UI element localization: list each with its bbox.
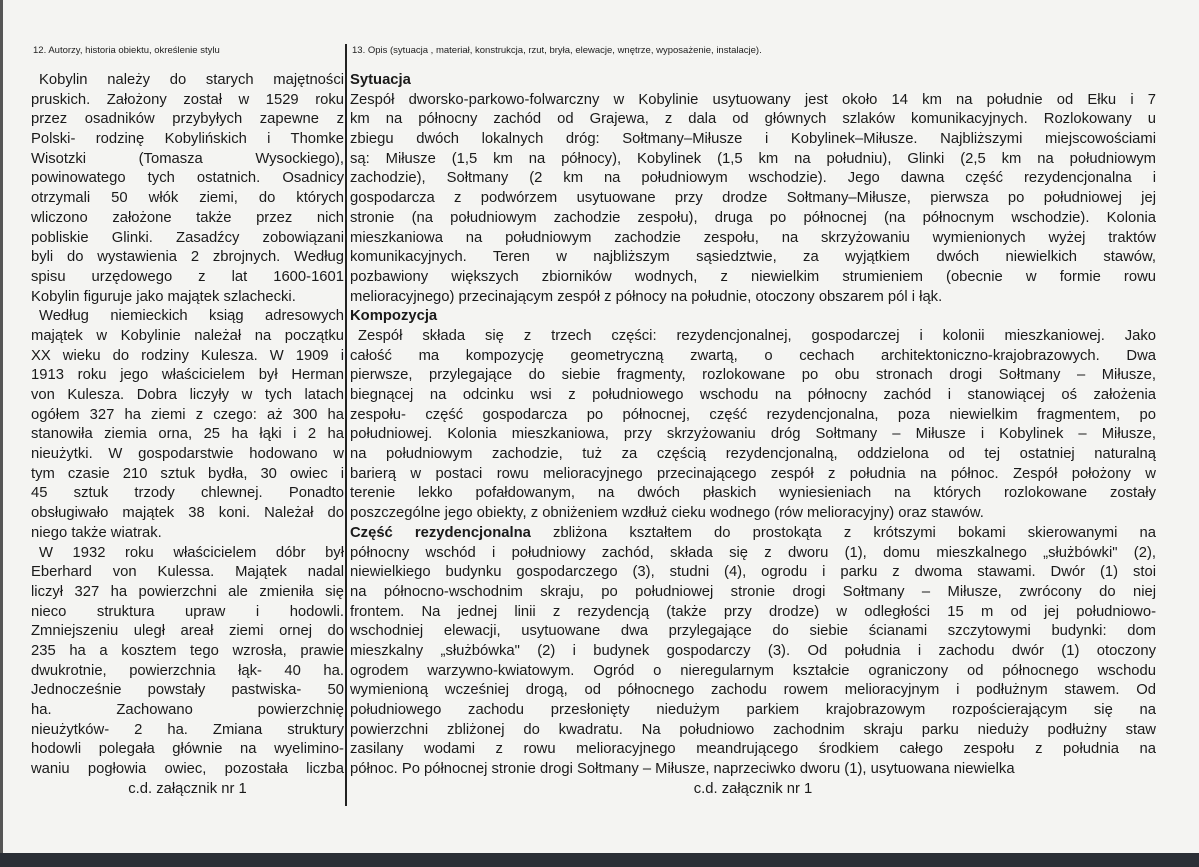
text-line: von Kulesza. Dobra liczyły w tych latach (31, 387, 344, 403)
text-line: mieszkaniowa na południowym zachodzie zespołu, na skrzyżowaniu wymienionych wyżej traktów (350, 229, 1156, 246)
text-line: zbiegu dwóch lokalnych dróg: Sołtmany–Miłusze i Kobylinek–Miłusze. Najbliższymi miejscowościami (350, 131, 1156, 148)
text-line: pruskich. Założony został w 1529 roku (31, 91, 344, 108)
column-divider (345, 44, 347, 806)
text-line: zachodzie), Sołtmany (2 km na południowym wschodzie). Jego dawna część rezydencjonalna i (350, 170, 1156, 187)
text-line: Zespół dworsko-parkowo-folwarczny w Kobylinie usytuowany jest około 14 km na południe od Ełku i 7 (350, 91, 1156, 108)
text-line: północ. Po północnej stronie drogi Sołtmany – Miłusze, naprzeciwko dworu (1), usytuowana niewielka (350, 761, 1015, 778)
text-line: wymienioną wcześniej drogą, od północnego zachodu rowem melioracyjnym i podłużnym stawem. Od (350, 682, 1156, 699)
text-line: Zmniejszeniu uległ areał ziemi ornej do (31, 623, 344, 640)
text-line: ha. Zachowano powierzchnię (31, 702, 344, 718)
text-line: melioracyjnego) przecinającym zespół z północy na południe, otoczony obszarem pól i łąk. (350, 288, 943, 305)
text-line: 1913 roku jego właścicielem był Herman (31, 367, 344, 384)
text-line: na południowym zachodzie, tuż za częścią rezydencjonalną, oddzielona od tej ostatniej naturalną (350, 446, 1156, 463)
text-line: powierzchni zbliżonej do kwadratu. Na południowo zachodnim skraju parku nieduży podłużny staw (350, 721, 1156, 738)
text-line: Eberhard von Kulessa. Majątek nadal (31, 564, 344, 581)
text-line: km na północny zachód od Grajewa, z dala od głównych szlaków komunikacyjnych. Rozlokowany u (350, 111, 1156, 128)
continuation-note: c.d. załącznik nr 1 (693, 780, 813, 797)
description-column (350, 71, 1156, 799)
text-line: XX wieku do rodziny Kulesza. W 1909 i (31, 347, 344, 364)
text-line: pierwsze, przylegające do siebie fragmenty, rozlokowane po obu stronach drogi Sołtmany – Miłusze, (350, 367, 1156, 384)
text-line: na północno-wschodnim skraju, po południowej stronie drogi Sołtmany – Miłusze, zwrócony do niej (350, 583, 1156, 600)
text-line: zasilany wodami z rowu melioracyjnego meandrującego środkiem całego zespołu z południa na (350, 741, 1156, 758)
text-line: biegnącej na odcinku wsi z południowego wschodu na północny zachód i stanowiącej oś założenia (350, 387, 1156, 403)
text-line: Zespół składa się z trzech części: rezydencjonalnej, gospodarczej i kolonii mieszkaniowej. Jako (358, 327, 1156, 344)
text-line: Kobylin figuruje jako majątek szlachecki. (31, 288, 296, 305)
text-line: powinowatego tych ostatnich. Osadnicy (31, 170, 344, 187)
text-line: otrzymali 50 włók ziemi, do których (31, 190, 344, 207)
text-line: Kobylin należy do starych majętności (39, 72, 344, 88)
text-line: wschodniej elewacji, usytuowane dwa przylegające do siebie ścianami szczytowymi budynki: dom (350, 623, 1156, 640)
history-column (31, 71, 344, 799)
text-line: stronie (na południowym zachodzie zespołu), druga po północnej (na północnym wschodzie). Kolonia (350, 209, 1156, 226)
text-line: poszczególne jego obiekty, z obniżeniem wzdłuż cieku wodnego (rów melioracyjny) oraz stawów. (350, 505, 984, 522)
text-line: Wisotzki (Tomasza Wysockiego), (31, 150, 344, 167)
section-heading: Kompozycja (350, 308, 438, 325)
text-line: obsługiwało majątek 38 koni. Należał do (31, 505, 344, 522)
text-line: nieużytki. W gospodarstwie hodowano w (31, 446, 344, 463)
text-line: niego także wiatrak. (31, 524, 162, 541)
text-line: Według niemieckich ksiąg adresowych (39, 308, 344, 325)
text-line: zespołu- część gospodarcza po północnej, część rezydencjonalna, poza niewielkim fragmentem, po (350, 406, 1156, 423)
continuation-note: c.d. załącznik nr 1 (128, 780, 247, 797)
text-line: południowej. Kolonia mieszkaniowa, przy skrzyżowaniu dróg Sołtmany – Miłusze i Kobylinek – Miłusze, (350, 426, 1156, 443)
text-line: gospodarcza z podwórzem usytuowane przy drodze Sołtmany–Miłusze, pierwsza po południowej jej (350, 190, 1156, 207)
section-heading: Sytuacja (350, 72, 411, 88)
text-line: komunikacyjnych. Teren w najbliższym sąsiedztwie, za wyjątkiem dwóch niewielkich stawów, (350, 249, 1156, 266)
text-line: hodowli polegała głównie na wyelimino- (31, 741, 344, 758)
text-line: byli do wystawienia 2 zbrojnych. Według (31, 249, 344, 266)
text-line: spisu urzędowego z lat 1600-1601 (31, 268, 344, 285)
text-line: całość ma kompozycję geometryczną zwartą, o cechach architektoniczno-krajobrazowych. Dwa (350, 347, 1156, 364)
text-line: wliczono założone także przez nich (31, 209, 344, 226)
text-line: stanowiła ziemia orna, 25 ha łąki i 2 ha (31, 426, 344, 443)
text-line: 45 sztuk trzody chlewnej. Ponadto (31, 485, 344, 502)
scan-left-edge (0, 0, 3, 867)
text-line: ogrodem warzywno-kwiatowym. Ogród o nieregularnym kształcie ograniczony od północnego wschodu (350, 662, 1156, 679)
text-line (350, 524, 1156, 544)
text-line: niewielkiego budynku gospodarczego (3), studni (4), ogrodu i parku z dwoma stawami. Dwór (1) stoi (350, 564, 1156, 581)
text-line: nieużytków- 2 ha. Zmiana struktury (31, 721, 344, 738)
text-line: są: Miłusze (1,5 km na północy), Kobylinek (1,5 km na południu), Glinki (2,5 km na południowym (350, 150, 1156, 167)
text-line-rest: zbliżona kształtem do prostokąta z krótszymi bokami skierowanymi na (553, 524, 1156, 541)
text-line: terenie lekko pofałdowanym, na dwóch płaskich wyniesieniach na których rozlokowane zostały (350, 485, 1156, 502)
text-line: W 1932 roku właścicielem dóbr był (39, 544, 344, 561)
section-12-header: 12. Autorzy, historia obiektu, określenie stylu (33, 45, 220, 56)
text-line: mieszkalny „służbówka" (2) i budynek gospodarczy (3). Od południa i zachodu dwór (1) otoczony (350, 642, 1156, 659)
text-line: tym czasie 210 sztuk bydła, 30 owiec i (31, 465, 344, 482)
text-line: nieco struktura upraw i hodowli. (31, 603, 344, 620)
text-line: frontem. Na jednej linii z rezydencją (także przy drodze) w odległości 15 m od jej południowo- (350, 603, 1156, 620)
text-line: dwukrotnie, powierzchnia łąk- 40 ha. (31, 662, 344, 679)
text-line: przez osadników przybyłych zapewne z (31, 111, 344, 128)
text-line: barierą w postaci rowu melioracyjnego przecinającego zespół z południa na północ. Zespół położony w (350, 465, 1156, 482)
text-line: południowego zachodu przesłonięty niedużym parkiem krajobrazowym rozpościerającym się na (350, 702, 1156, 718)
section-13-header: 13. Opis (sytuacja , materiał, konstrukcja, rzut, bryła, elewacje, wnętrze, wyposażenie, instalacje). (352, 45, 762, 56)
text-line: Polski- rodzinę Kobylińskich i Thomke (31, 131, 344, 148)
text-line: Jednocześnie powstały pastwiska- 50 (31, 682, 344, 699)
text-line: 235 ha a kosztem tego wzrosła, prawie (31, 642, 344, 659)
text-line: majątek w Kobylinie należał na początku (31, 327, 344, 344)
scan-bottom-edge (0, 853, 1199, 867)
text-line: pozbawiony większych zbiorników wodnych, z niewielkim strumieniem (obecnie w formie rowu (350, 268, 1156, 285)
text-line: waniu pogłowia owiec, pozostała liczba (31, 761, 344, 778)
text-line: ogółem 327 ha ziemi z czego: aż 300 ha (31, 406, 344, 423)
text-line: północny wschód i południowy zachód, składa się z dworu (1), domu mieszkalnego „służbówki" (2), (350, 544, 1156, 561)
text-line: liczył 327 ha powierzchni ale zmieniła się (31, 583, 344, 600)
text-line: pobliskie Glinki. Zasadźcy zobowiązani (31, 229, 344, 246)
inline-heading: Część rezydencjonalna (350, 524, 531, 541)
